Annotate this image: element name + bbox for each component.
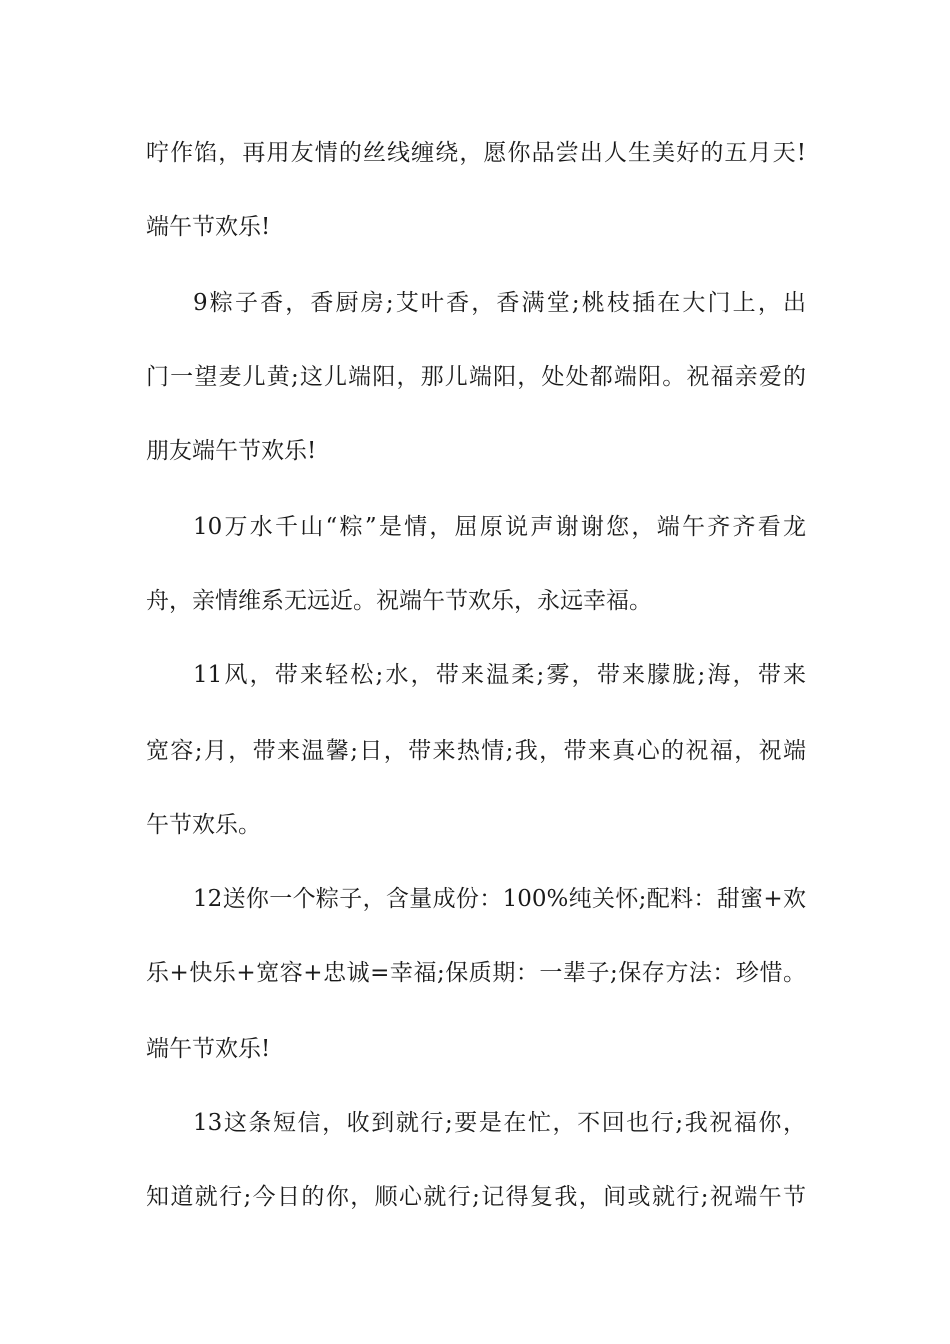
paragraph-10-line-1: 10万水千山“粽”是情，屈原说声谢谢您，端午齐齐看龙: [193, 514, 806, 540]
paragraph-9-line-2: 门一望麦儿黄;这儿端阳，那儿端阳，处处都端阳。祝福亲爱的: [146, 364, 806, 390]
paragraph-9-line-3: 朋友端午节欢乐!: [146, 438, 317, 464]
paragraph-13-line-2: 知道就行;今日的你，顺心就行;记得复我，间或就行;祝端午节: [146, 1184, 806, 1210]
text-line: 咛作馅，再用友情的丝线缠绕，愿你品尝出人生美好的五月天!: [146, 140, 806, 166]
paragraph-13-line-1: 13这条短信，收到就行;要是在忙，不回也行;我祝福你，: [193, 1110, 806, 1136]
text-line: 端午节欢乐!: [146, 214, 271, 240]
paragraph-10-line-2: 舟，亲情维系无远近。祝端午节欢乐，永远幸福。: [146, 588, 652, 614]
paragraph-11-line-2: 宽容;月，带来温馨;日，带来热情;我，带来真心的祝福，祝端: [146, 738, 806, 764]
paragraph-12-line-1: 12送你一个粽子，含量成份：100%纯关怀;配料：甜蜜+欢: [193, 886, 806, 912]
paragraph-11-line-1: 11风，带来轻松;水，带来温柔;雾，带来朦胧;海，带来: [193, 662, 806, 688]
paragraph-12-line-3: 端午节欢乐!: [146, 1036, 271, 1062]
paragraph-11-line-3: 午节欢乐。: [146, 812, 261, 838]
paragraph-9-line-1: 9粽子香，香厨房;艾叶香，香满堂;桃枝插在大门上，出: [193, 290, 806, 316]
paragraph-12-line-2: 乐+快乐+宽容+忠诚=幸福;保质期：一辈子;保存方法：珍惜。: [146, 960, 806, 986]
